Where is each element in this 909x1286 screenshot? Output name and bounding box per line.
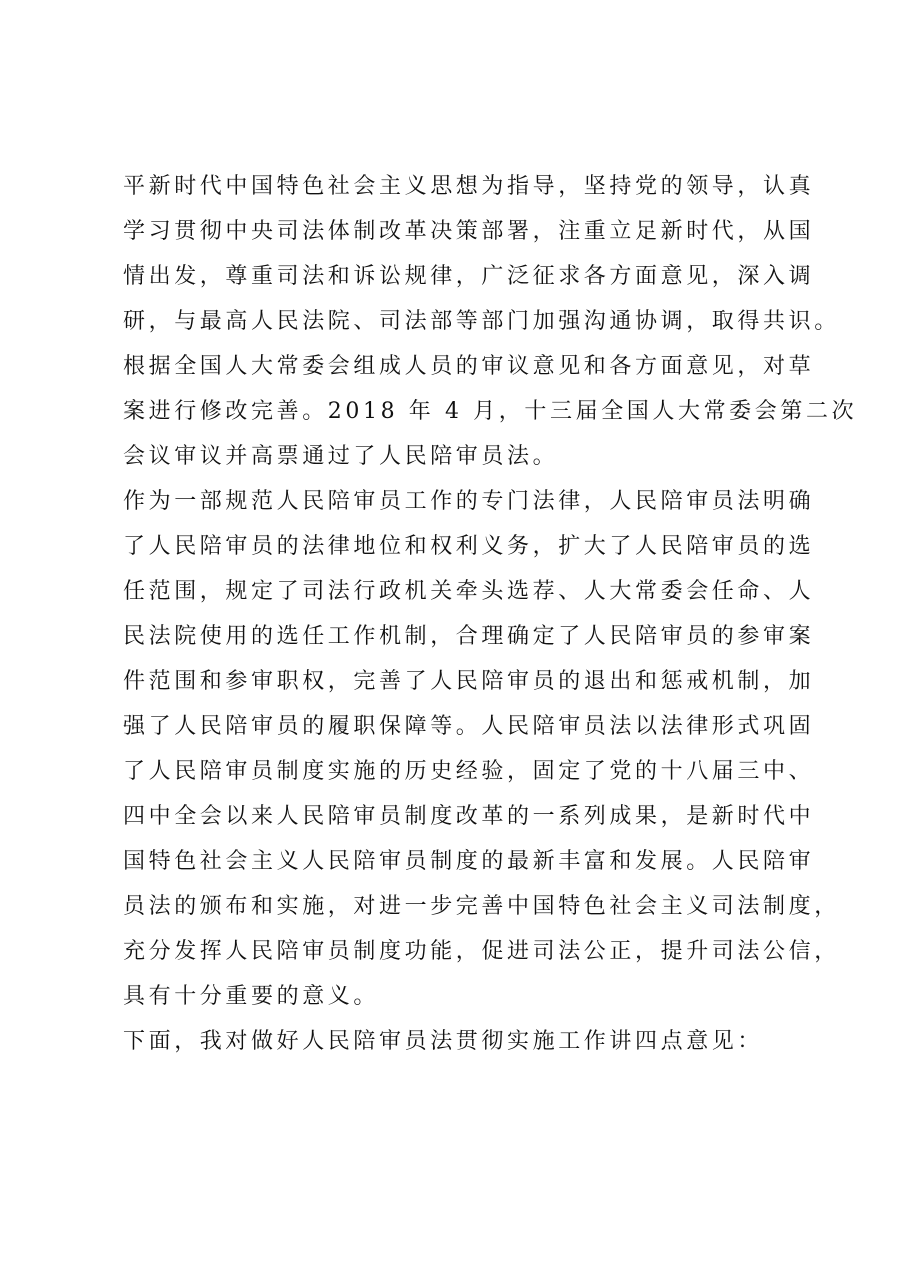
text-line: 学习贯彻中央司法体制改革决策部署，注重立足新时代，从国 [123, 219, 815, 244]
text-line: 件范围和参审职权，完善了人民陪审员的退出和惩戒机制，加 [123, 669, 815, 694]
text-line: 具有十分重要的意义。 [123, 984, 380, 1009]
text-line: 作为一部规范人民陪审员工作的专门法律，人民陪审员法明确 [123, 489, 815, 514]
text-line: 了人民陪审员的法律地位和权利义务，扩大了人民陪审员的选 [123, 534, 815, 559]
text-line: 研，与最高人民法院、司法部等部门加强沟通协调，取得共识。 [123, 309, 840, 334]
text-line: 强了人民陪审员的履职保障等。人民陪审员法以法律形式巩固 [123, 714, 815, 739]
text-line: 任范围，规定了司法行政机关牵头选荐、人大常委会任命、人 [123, 579, 815, 604]
text-line: 员法的颁布和实施，对进一步完善中国特色社会主义司法制度， [123, 894, 840, 919]
text-line: 了人民陪审员制度实施的历史经验，固定了党的十八届三中、 [123, 759, 815, 784]
text-line: 民法院使用的选任工作机制，合理确定了人民陪审员的参审案 [123, 624, 815, 649]
text-line: 国特色社会主义人民陪审员制度的最新丰富和发展。人民陪审 [123, 849, 815, 874]
text-line: 根据全国人大常委会组成人员的审议意见和各方面意见，对草 [123, 354, 815, 379]
text-line: 下面，我对做好人民陪审员法贯彻实施工作讲四点意见： [123, 1029, 764, 1054]
text-line: 案进行修改完善。2018 年 4 月，十三届全国人大常委会第二次 [123, 399, 858, 424]
text-line: 会议审议并高票通过了人民陪审员法。 [123, 444, 559, 469]
text-line: 四中全会以来人民陪审员制度改革的一系列成果，是新时代中 [123, 804, 815, 829]
text-line: 平新时代中国特色社会主义思想为指导，坚持党的领导，认真 [123, 174, 815, 199]
body-text [123, 164, 858, 1064]
text-line: 充分发挥人民陪审员制度功能，促进司法公正，提升司法公信， [123, 939, 840, 964]
text-line: 情出发，尊重司法和诉讼规律，广泛征求各方面意见，深入调 [123, 264, 815, 289]
